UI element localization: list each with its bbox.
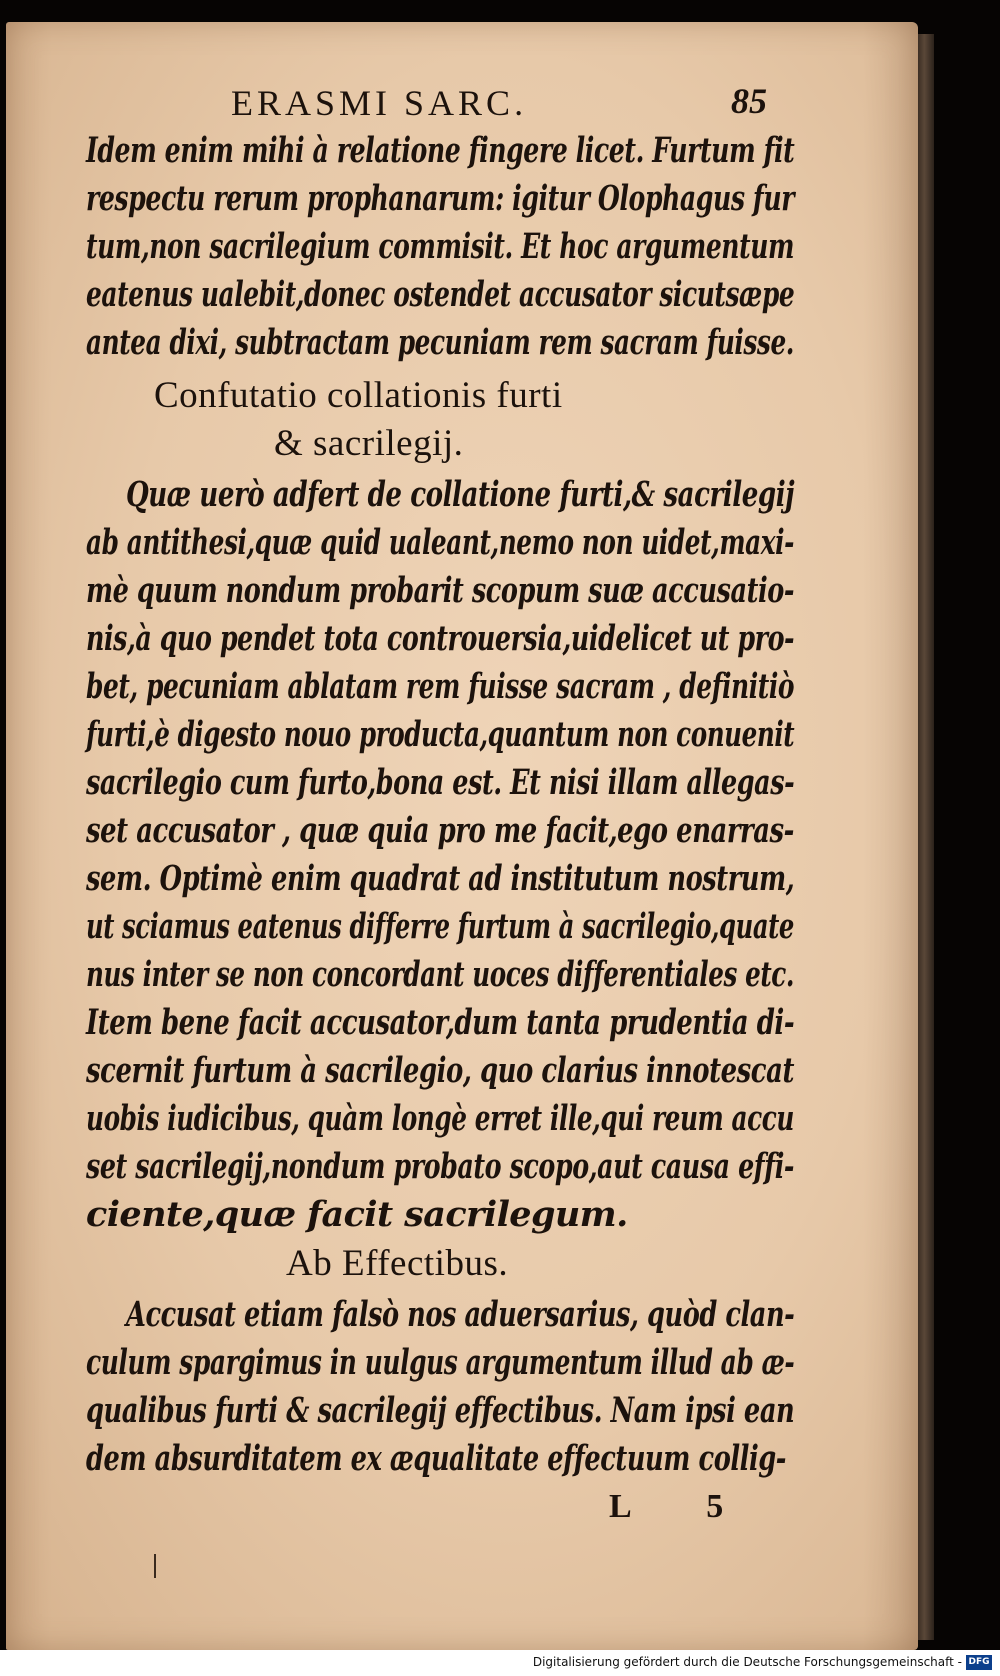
text-line: nus inter se non concordant uoces differentiales etc. bbox=[86, 954, 795, 995]
text-line: set sacrilegij,nondum probato scopo,aut causa effi- bbox=[86, 1146, 795, 1187]
text-line: nis,à quo pendet tota controuersia,uidelicet ut pro- bbox=[86, 618, 795, 659]
section-heading: Confutatio collationis furti bbox=[154, 375, 563, 416]
text-line: antea dixi, subtractam pecuniam rem sacram fuisse. bbox=[86, 322, 794, 363]
page-text bbox=[6, 22, 918, 1650]
book-page bbox=[6, 22, 918, 1650]
page-edge bbox=[918, 34, 934, 1640]
text-line: qualibus furti & sacrilegij effectibus. Nam ipsi ean bbox=[86, 1390, 795, 1431]
text-line: sacrilegio cum furto,bona est. Et nisi illam allegas- bbox=[86, 762, 795, 803]
page-number: 85 bbox=[731, 81, 767, 121]
ink-mark bbox=[154, 1554, 156, 1578]
text-line: mè quum nondum probarit scopum suæ accusatio- bbox=[86, 570, 795, 611]
text-line: Item bene facit accusator,dum tanta prudentia di- bbox=[86, 1002, 795, 1043]
text-line: eatenus ualebit,donec ostendet accusator sicutsæpe bbox=[86, 274, 795, 315]
text-line: culum spargimus in uulgus argumentum illud ab æ- bbox=[86, 1342, 795, 1383]
text-line: ab antithesi,quæ quid ualeant,nemo non uidet,maxi- bbox=[86, 522, 794, 563]
section-heading-continued: & sacrilegij. bbox=[274, 423, 464, 464]
text-line: Accusat etiam falsò nos aduersarius, quòd clan- bbox=[126, 1294, 795, 1335]
text-line: scernit furtum à sacrilegio, quo clarius innotescat bbox=[86, 1050, 794, 1091]
dfg-logo-icon: DFG bbox=[966, 1655, 992, 1670]
text-line: ut sciamus eatenus differre furtum à sacrilegio,quate bbox=[86, 906, 794, 947]
footer-credit: Digitalisierung gefördert durch die Deutsche Forschungsgemeinschaft - bbox=[532, 1655, 962, 1669]
text-line: bet, pecuniam ablatam rem fuisse sacram , definitiò bbox=[86, 666, 795, 707]
running-head: ERASMI SARC. bbox=[231, 83, 528, 123]
text-line: sem. Optimè enim quadrat ad institutum nostrum, bbox=[86, 858, 795, 899]
text-line: uobis iudicibus, quàm longè erret ille,qui reum accu bbox=[86, 1098, 795, 1139]
signature-mark: L 5 bbox=[609, 1488, 758, 1525]
text-line: dem absurditatem ex æqualitate effectuum collig- bbox=[86, 1438, 787, 1479]
section-heading: Ab Effectibus. bbox=[286, 1243, 509, 1284]
text-line: set accusator , quæ quia pro me facit,ego enarras- bbox=[86, 810, 794, 851]
text-line: Idem enim mihi à relatione fingere licet. Furtum fit bbox=[86, 130, 795, 171]
text-line: respectu rerum prophanarum: igitur Olophagus fur bbox=[86, 178, 795, 219]
text-line: furti,è digesto nouo producta,quantum non conuenit bbox=[86, 714, 795, 755]
text-line: Quæ uerò adfert de collatione furti,& sacrilegij bbox=[126, 474, 795, 515]
text-line: tum,non sacrilegium commisit. Et hoc argumentum bbox=[86, 226, 795, 267]
text-line: ciente,quæ facit sacrilegum. bbox=[86, 1194, 628, 1235]
